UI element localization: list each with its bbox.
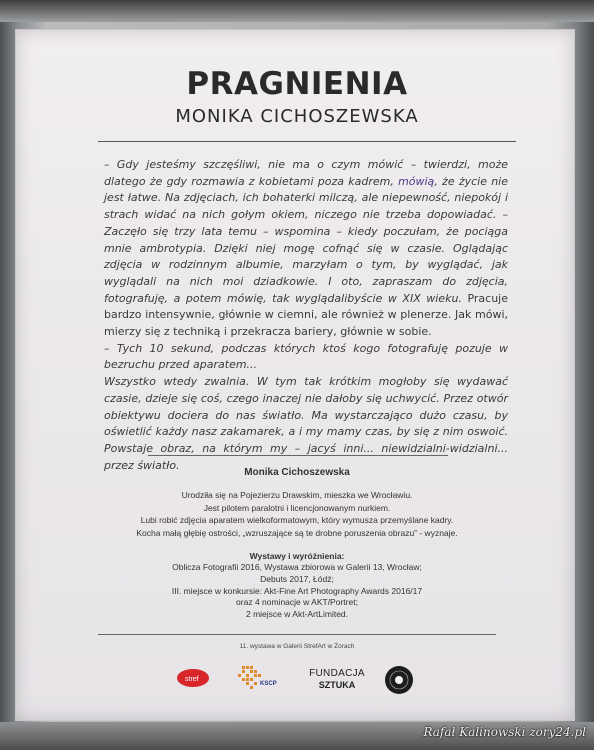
essay-highlight: mówią xyxy=(398,174,435,188)
stref-logo-text: stref xyxy=(185,676,199,683)
divider-bottom xyxy=(98,634,496,635)
photographer-watermark: Rafał Kalinowski zory24.pl xyxy=(423,725,586,739)
kscp-logo-text: KSCP xyxy=(260,681,277,687)
bio-line: Lubi robić zdjęcia aparatem wielkoformatowym, który wymusza przemyślane kadry. xyxy=(140,515,454,525)
round-logo-icon xyxy=(384,665,414,695)
essay-quote-d: – Zaczęło się trzy lata temu – wspomina – kiedy poczułam, że pociąga mnie ambrotypia. Dzięki niej mogę cofnąć się w czasie. Oglądając zdjęcia w rodzinnym albumie, marzyłam o tym, by wyglądać, jak wyglądali na nich moi dziadkowie. I oto, zapraszam do zdjęcia, fotografuję, a potem mówię, tak wyglądalibyście w XIX wieku. xyxy=(104,208,508,305)
awards-list xyxy=(0,562,594,621)
bio-line: Jest pilotem paralotni i licencjonowanym nurkiem. xyxy=(203,502,391,513)
essay-quote-a: – Gdy jesteśmy szczęśliwi, nie ma o czym mówić – twierdzi, może dlatego że gdy rozmawia z kobietami poza kadrem, xyxy=(104,158,508,188)
bio-name: Monika Cichoszewska xyxy=(244,467,350,478)
stref-logo xyxy=(176,668,210,688)
essay-quote-c: , że życie nie jest łatwe. Na zdjęciach, ich bohaterki milczą, ale niepewność, niepokój i strach widać na nich gołym okiem, niczego nie trzeba dopowiadać. xyxy=(104,174,508,222)
fundacja-sztuka-logo xyxy=(306,668,368,692)
fundacja-logo-line-1: FUNDACJA xyxy=(309,668,365,679)
exhibition-note: 11. wystawa w Galerii StrefArt w Żorach xyxy=(239,643,355,650)
bio-lines xyxy=(0,489,594,539)
award-line: 2 miejsce w Akt-ArtLimited. xyxy=(245,609,349,620)
essay-paragraph-1 xyxy=(104,157,508,341)
essay-paragraph-2: – Tych 10 sekund, podczas których ktoś kogo fotografuję pozuje w bezruchu przed aparatem... xyxy=(104,341,508,372)
bio-line: Urodziła się na Pojezierzu Drawskim, mieszka we Wrocławiu. xyxy=(181,490,413,500)
award-line: oraz 4 nominacje w AKT/Portret; xyxy=(236,597,358,608)
divider-top xyxy=(98,141,516,142)
essay-narration: Pracuje bardzo intensywnie, głównie w ciemni, ale również w plenerze. Jak mówi, mierzy się z techniką i przekracza bariery, głównie w sobie. xyxy=(104,291,508,339)
exhibition-title: PRAGNIENIA xyxy=(186,66,408,102)
fundacja-logo-line-2: SZTUKA xyxy=(318,680,356,690)
kscp-logo xyxy=(238,663,286,693)
awards-heading: Wystawy i wyróżnienia: xyxy=(249,551,345,561)
award-line: Oblicza Fotografii 2016, Wystawa zbiorowa w Galerii 13, Wrocław; xyxy=(172,562,422,572)
essay-text xyxy=(104,157,508,474)
frame-top-edge xyxy=(0,0,594,22)
essay-paragraph-3: Wszystko wtedy zwalnia. W tym tak krótkim mogłoby się wydawać czasie, dzieje się coś, czego inaczej nie dałoby się uchwycić. Przez otwór obiektywu dociera do nas światło. Ma wystarczająco dużo czasu, by oświetlić każdy nasz zakamarek, a i my mamy czas, by się z nim oswoić. Powstaje obraz, na którym my – jacyś inni... niewidzialni-widzialni... przez światło. xyxy=(104,375,508,472)
divider-middle xyxy=(148,455,448,456)
award-line: Debuts 2017, Łódź; xyxy=(260,573,334,584)
award-line: III. miejsce w konkursie: Akt-Fine Art Photography Awards 2016/17 xyxy=(171,585,423,596)
bio-line: Kocha małą głębię ostrości, „wzruszające są te drobne poruszenia obrazu” - wyznaje. xyxy=(136,527,458,538)
author-heading: MONIKA CICHOSZEWSKA xyxy=(175,106,419,127)
